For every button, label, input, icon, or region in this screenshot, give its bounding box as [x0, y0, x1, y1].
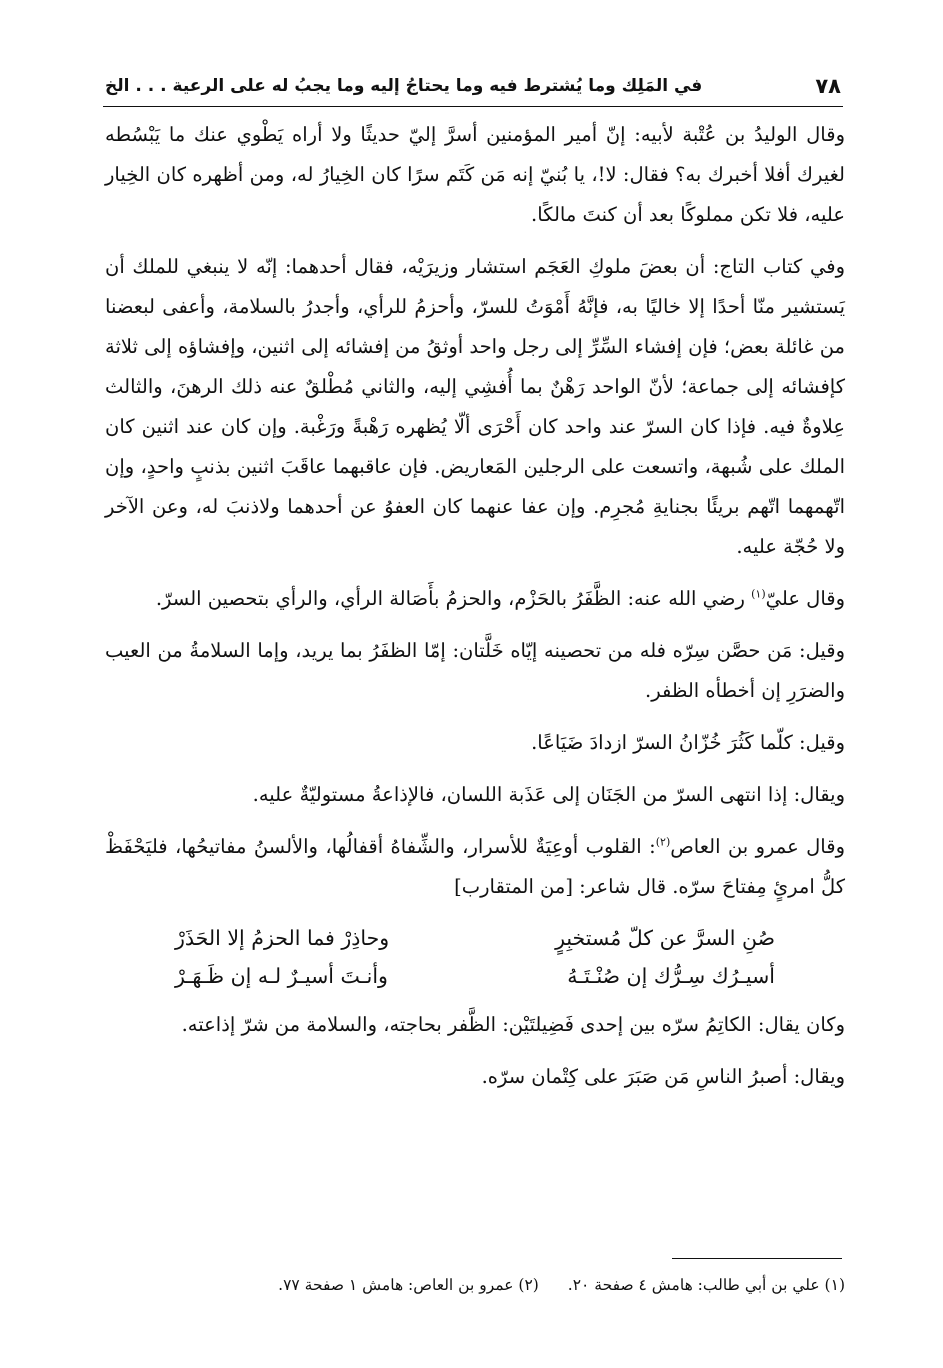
- paragraph-amr-body: : القلوب أوعِيَةٌ للأسرار، والشِّفاهُ أقفالُها، والألسنُ مفاتيحُها، فليَحْفَظْ كلُّ امرئٍ مِفتاحَ سرّه. قال شاعر: [من المتقارب]: [105, 835, 845, 898]
- footnote-2: (٢) عمرو بن العاص: هامش ١ صفحة ٧٧.: [278, 1276, 539, 1294]
- verse-first-hemistich: صُنِ السرَّ عن كلّ مُستخبِرٍ: [555, 926, 775, 950]
- paragraph-taj: وفي كتاب التاج: أن بعضَ ملوكِ العَجَم استشار وزيرَيْه، فقال أحدهما: إنّه لا ينبغي للملك أن يَستشير منّا أحدًا إلا خاليًا به، فإنَّهُ أَمْوَتُ للسرّ، وأحزمُ للرأي، وأجدرُ بالسلامة، وأعفى لبعضنا من غائلة بعض؛ فإن إفشاء السِّرِّ إلى رجل واحد أوثقُ من إفشائه إلى اثنين، وإفشاؤه إلى ثلاثة كإفشائه إلى جماعة؛ لأنّ الواحد رَهْنٌ بما أُفشِي إليه، والثاني مُطْلقٌ عنه ذلك الرهنَ، والثالث عِلاوةٌ فيه. فإذا كان السرّ عند واحد كان أَحْرَى ألّا يُظهره رَهْبةً ورَغْبة. وإن كان عند اثنين كان الملك على شُبهة، واتسعت على الرجلين المَعاريض. فإن عاقبهما عاقَبَ اثنين بذنبٍ واحدٍ، وإن اتّهمهما اتّهم بريئًا بجنايةِ مُجرِم. وإن عفا عنهما كان العفوُ عن أحدهما ولاذنبَ له، وعن الآخر ولا حُجّة عليه.: [104, 255, 845, 558]
- page-header: [105, 60, 841, 106]
- paragraph-khuzzan: وقيل: كلّما كَثُرَ خُزّانُ السرّ ازدادَ ضَيَاعًا.: [531, 731, 845, 754]
- poem-verse: [175, 957, 775, 995]
- poem-verse: [175, 919, 775, 957]
- verse-second-hemistich: وأنـتَ أسيـرٌ لـه إن ظَـهَـرْ: [175, 964, 388, 988]
- paragraph-katim: وكان يقال: الكاتِمُ سرّه بين إحدى فَضِيلتَيْن: الظَّفر بحاجته، والسلامة من شرّ إذاعته.: [181, 1013, 845, 1036]
- page-number: ٧٨: [815, 74, 841, 98]
- footnote-ref-1[interactable]: (١): [751, 587, 766, 601]
- paragraph-asbar: ويقال: أصبرُ الناسِ مَن صَبَرَ على كِتْمان سرّه.: [481, 1065, 845, 1088]
- footnotes: [105, 1268, 845, 1302]
- header-rule: [103, 106, 843, 107]
- paragraph-janan: ويقال: إذا انتهى السرّ من الجَنَان إلى عَذَبة اللسان، فالإذاعةُ مستوليّةٌ عليه.: [252, 783, 845, 806]
- footnote-separator: [672, 1258, 842, 1259]
- paragraph-walid: وقال الوليدُ بن عُتْبة لأبيه: إنّ أمير المؤمنين أسرَّ إليّ حديثًا ولا أراه يَطْوي عنك ما يَبْسُطه لغيرك أفلا أخبرك به؟ فقال: لا!، يا بُنيّ إنه مَن كَتَم سرًا كان الخِيارُ له، ومن أظهره كان الخِيار عليه، فلا تكن مملوكًا بعد أن كنتَ مالكًا.: [105, 123, 845, 226]
- main-text: [105, 115, 845, 1109]
- paragraph-ali: [105, 579, 845, 619]
- poem: [175, 919, 775, 995]
- footnote-1: (١) علي بن أبي طالب: هامش ٤ صفحة ٢٠.: [567, 1276, 845, 1294]
- paragraph-amr-lead: وقال عمرو بن العاص: [670, 835, 845, 858]
- paragraph-ali-lead: وقال عليّ: [765, 587, 845, 610]
- running-head: في المَلِك وما يُشترط فيه وما يحتاجُ إليه وما يجبُ له على الرعية . . . الخ: [105, 76, 703, 96]
- paragraph-tahsin: وقيل: مَن حصَّن سِرّه فله من تحصينه إيّاه خَلَّتان: إمّا الظفَرُ بما يريد، وإما السلامةُ من العيب والضرَرِ إن أخطأه الظفر.: [105, 639, 845, 702]
- paragraph-ali-body: رضي الله عنه: الظَّفَرُ بالحَزْم، والحزمُ بأَصَالة الرأي، والرأي بتحصين السرّ.: [155, 587, 752, 610]
- footnote-ref-2[interactable]: (٢): [655, 835, 671, 849]
- verse-second-hemistich: وحاذِرْ فما الحزمُ إلا الحَذَرْ: [175, 926, 390, 950]
- verse-first-hemistich: أسيـرُك سِـرُّك إن صُنْـتَـهُ: [567, 964, 775, 988]
- paragraph-amr: [105, 827, 845, 907]
